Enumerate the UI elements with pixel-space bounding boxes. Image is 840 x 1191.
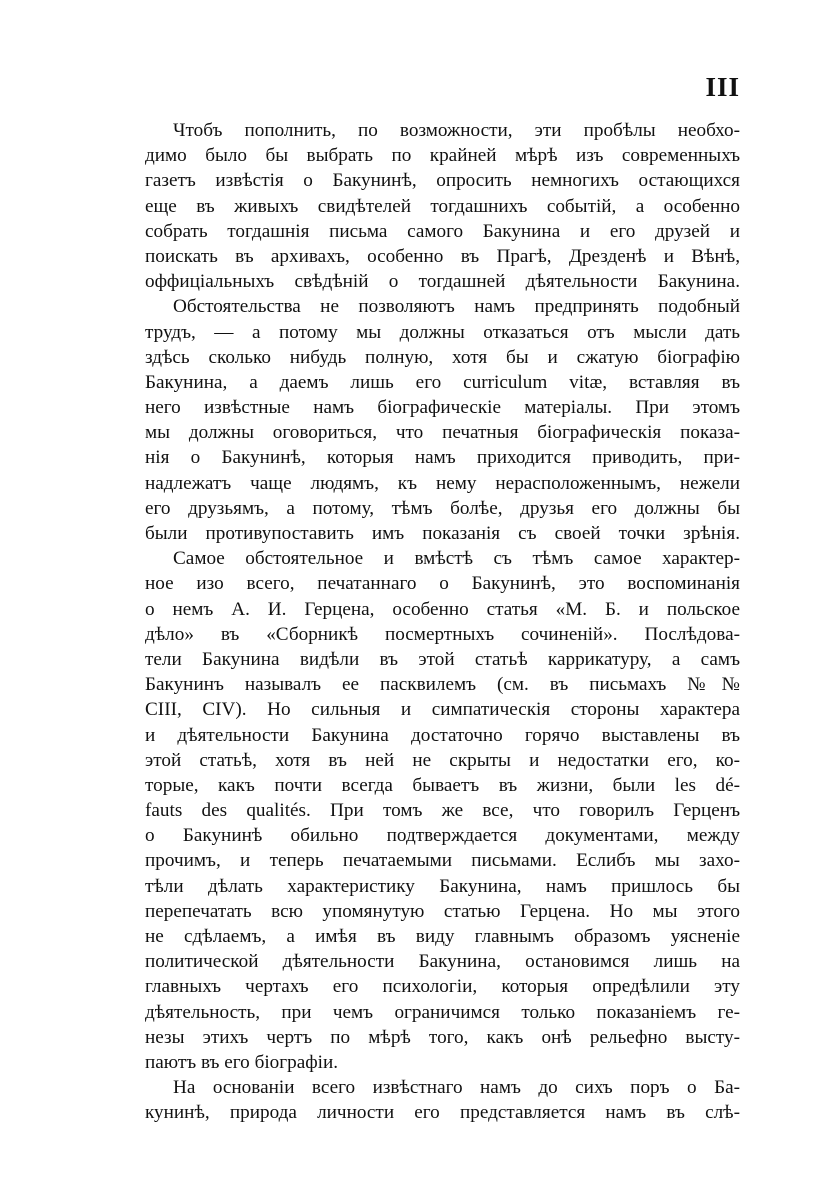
text-line: собрать тогдашнія письма самого Бакунина и его друзей и bbox=[145, 220, 740, 242]
text-line: главныхъ чертахъ его психологіи, которыя опредѣлили эту bbox=[145, 976, 740, 998]
paragraph-3 bbox=[145, 546, 740, 1075]
text-line: дѣятельность, при чемъ ограничимся только показаніемъ ге- bbox=[145, 1001, 740, 1023]
text-line: прочимъ, и теперь печатаемыми письмами. Еслибъ мы захо- bbox=[145, 850, 740, 872]
text-line: еще въ живыхъ свидѣтелей тогдашнихъ событій, а особенно bbox=[145, 195, 740, 217]
text-line: газетъ извѣстія о Бакунинѣ, опросить немногихъ остающихся bbox=[145, 170, 740, 192]
text-line: На основаніи всего извѣстнаго намъ до сихъ поръ о Ба- bbox=[173, 1077, 740, 1099]
text-line: здѣсь сколько нибудь полную, хотя бы и сжатую біографію bbox=[145, 346, 740, 368]
text-line: торые, какъ почти всегда бываетъ въ жизни, были les dé- bbox=[145, 774, 740, 796]
paragraph-2 bbox=[145, 294, 740, 546]
text-line: паютъ въ его біографіи. bbox=[145, 1051, 339, 1073]
text-line: тели Бакунина видѣли въ этой статьѣ каррикатуру, а самъ bbox=[145, 648, 740, 670]
text-line: fauts des qualités. При томъ же все, что говорилъ Герценъ bbox=[145, 800, 740, 822]
text-line: Бакунина, а даемъ лишь его curriculum vitæ, вставляя въ bbox=[145, 371, 740, 393]
text-line: ное изо всего, печатаннаго о Бакунинѣ, это воспоминанія bbox=[145, 573, 740, 595]
text-line: трудъ, — а потому мы должны отказаться отъ мысли дать bbox=[145, 321, 740, 343]
text-line: были противупоставить имъ показанія съ своей точки зрѣнія. bbox=[145, 523, 740, 544]
text-line: него извѣстные намъ біографическіе матеріалы. При этомъ bbox=[145, 397, 740, 419]
text-line: Бакунинъ называлъ ее пасквилемъ (см. въ письмахъ №№ bbox=[145, 674, 740, 696]
paragraph-1 bbox=[145, 118, 740, 294]
text-line: мы должны оговориться, что печатныя біографическія показа- bbox=[145, 422, 740, 444]
paragraph-4 bbox=[145, 1075, 740, 1125]
text-line: кунинѣ, природа личности его представляется намъ въ слѣ- bbox=[145, 1102, 740, 1124]
text-line: перепечатать всю упомянутую статью Герцена. Но мы этого bbox=[145, 900, 740, 922]
text-line: о немъ А. И. Герцена, особенно статья «М. Б. и польское bbox=[145, 598, 740, 620]
text-line: димо было бы выбрать по крайней мѣрѣ изъ современныхъ bbox=[145, 145, 740, 167]
text-line: Самое обстоятельное и вмѣстѣ съ тѣмъ самое характер- bbox=[173, 548, 740, 570]
text-line: этой статьѣ, хотя въ ней не скрыты и недостатки его, ко- bbox=[145, 749, 740, 771]
text-line: его друзьямъ, а потому, тѣмъ болѣе, друзья его должны бы bbox=[145, 497, 740, 519]
text-line: надлежатъ чаще людямъ, къ нему нерасположеннымъ, нежели bbox=[145, 472, 740, 494]
body-text bbox=[145, 118, 740, 1126]
text-line: не сдѣлаемъ, а имѣя въ виду главнымъ образомъ уясненіе bbox=[145, 926, 740, 947]
text-line: тѣли дѣлать характеристику Бакунина, намъ пришлось бы bbox=[145, 875, 740, 897]
text-line: CIII, CIV). Но сильныя и симпатическія стороны характера bbox=[145, 699, 740, 721]
text-line: Чтобъ пополнить, по возможности, эти пробѣлы необхо- bbox=[173, 120, 740, 141]
text-line: незы этихъ чертъ по мѣрѣ того, какъ онѣ рельефно высту- bbox=[145, 1026, 740, 1048]
text-line: и дѣятельности Бакунина достаточно горячо выставлены въ bbox=[145, 724, 740, 746]
text-line: дѣло» въ «Сборникѣ посмертныхъ сочиненій». Послѣдова- bbox=[145, 623, 740, 645]
text-line: нія о Бакунинѣ, которыя намъ приходится приводить, при- bbox=[145, 447, 740, 469]
text-line: оффиціальныхъ свѣдѣній о тогдашней дѣятельности Бакунина. bbox=[145, 271, 740, 293]
text-line: поискать въ архивахъ, особенно въ Прагѣ, Дрезденѣ и Вѣнѣ, bbox=[145, 245, 740, 267]
page-number: III bbox=[705, 72, 740, 102]
text-line: Обстоятельства не позволяютъ намъ предпринять подобный bbox=[173, 296, 740, 318]
text-line: о Бакунинѣ обильно подтверждается документами, между bbox=[145, 825, 740, 847]
text-line: политической дѣятельности Бакунина, остановимся лишь на bbox=[145, 951, 740, 973]
